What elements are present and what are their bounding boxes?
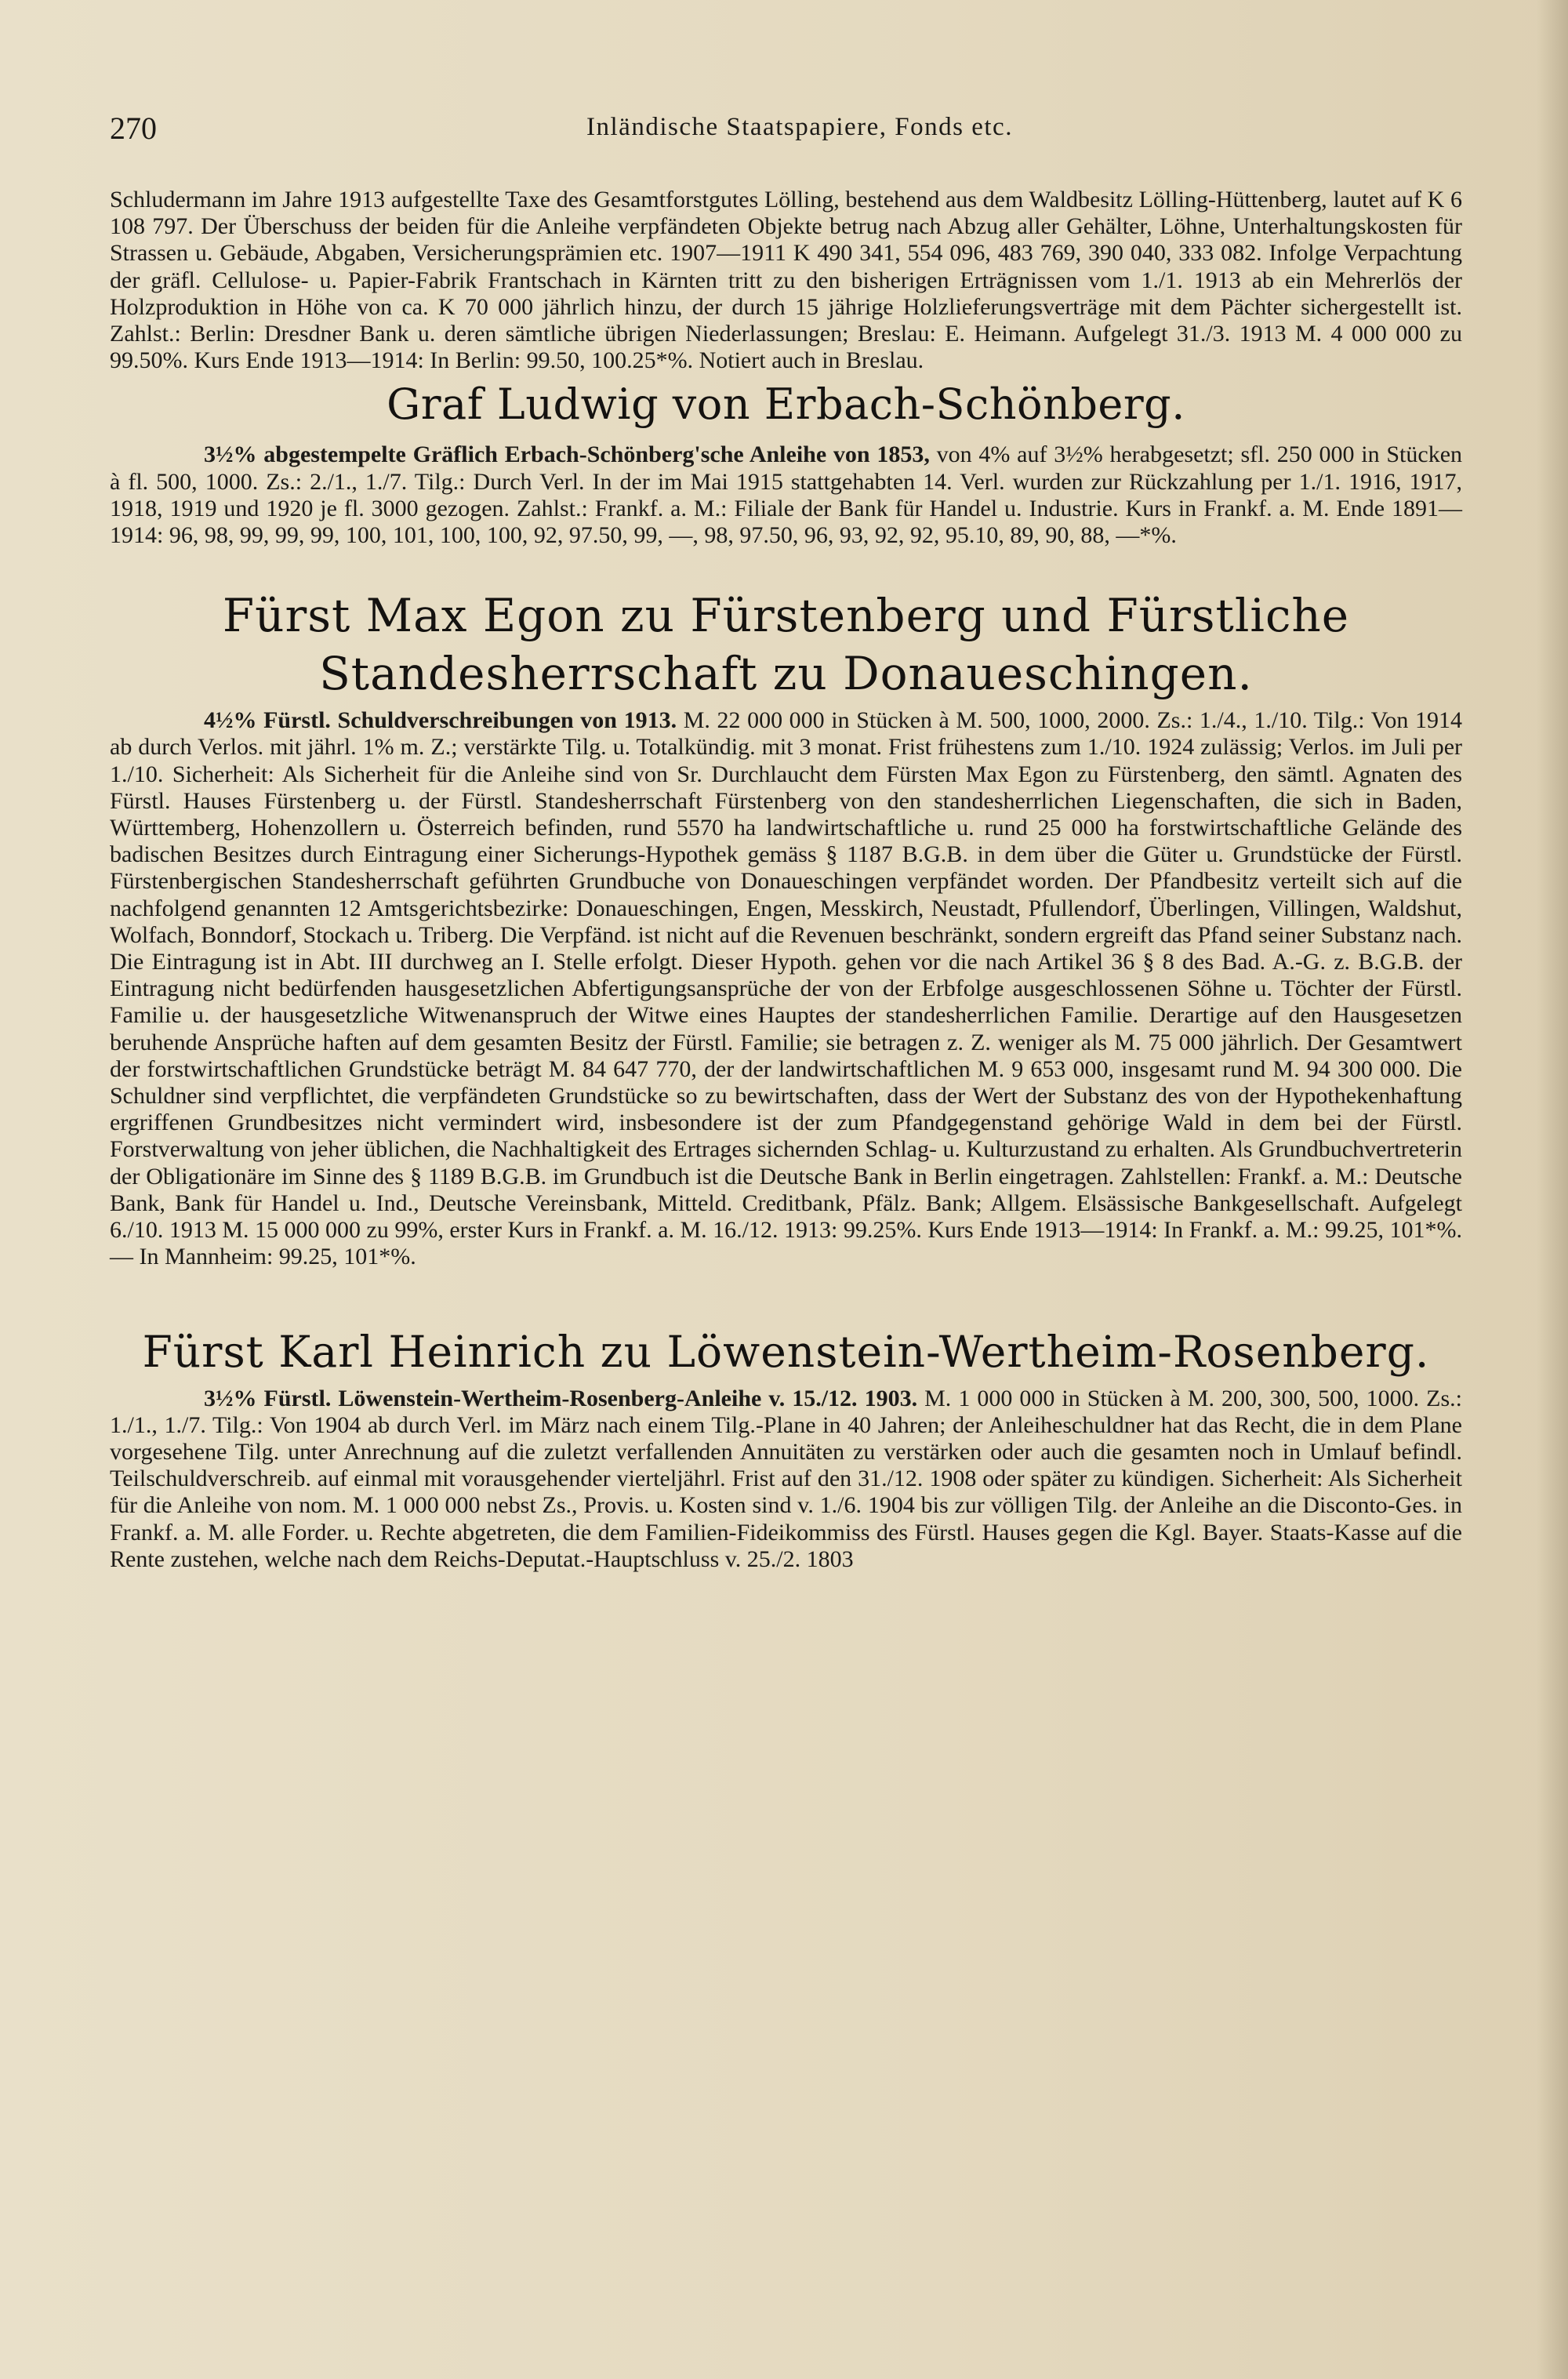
- fuerstenberg-heading: Fürst Max Egon zu Fürstenberg und Fürstliche Standesherrschaft zu Donaueschingen.: [222, 589, 1350, 701]
- running-head: [110, 110, 1458, 149]
- intro-paragraph: Schludermann im Jahre 1913 aufgestellte Taxe des Gesamtforstgutes Lölling, bestehend aus dem Waldbesitz Lölling-Hüttenberg, lautet auf K 6 108 797. Der Überschuss der beiden für die Anleihe verpfändeten Objekte betrug nach Abzug aller Gehälter, Löhne, Unterhaltungskosten für Strassen u. Gebäude, Abgaben, Versicherungsprämien etc. 1907—1911 K 490 341, 554 096, 483 769, 390 040, 333 082. Infolge Verpachtung der gräfl. Cellulose- u. Papier-Fabrik Frantschach in Kärnten tritt zu den bisherigen Erträgnissen vom 1./1. 1913 ab ein Mehrerlös der Holzproduktion in Höhe von ca. K 70 000 jährlich hinzu, der durch 15 jährige Holzlieferungsverträge mit dem Pächter sichergestellt ist. Zahlst.: Berlin: Dresdner Bank u. deren sämtliche übrigen Niederlassungen; Breslau: E. Heimann. Aufgelegt 31./3. 1913 M. 4 000 000 zu 99.50%. Kurs Ende 1913—1914: In Berlin: 99.50, 100.25*%. Notiert auch in Breslau.: [110, 187, 1462, 374]
- loewenstein-lead: 3½% Fürstl. Löwenstein-Wertheim-Rosenberg-Anleihe v. 15./12. 1903.: [204, 1385, 918, 1411]
- fuerstenberg-body: M. 22 000 000 in Stücken à M. 500, 1000, 2000. Zs.: 1./4., 1./10. Tilg.: Von 1914 ab durch Verlos. mit jährl. 1% m. Z.; verstärkte Tilg. u. Totalkündig. mit 3 monat. Frist frühestens zum 1./10. 1924 zulässig; Verlos. im Juli per 1./10. Sicherheit: Als Sicherheit für die Anleihe sind von Sr. Durchlaucht dem Fürsten Max Egon zu Fürstenberg, den sämtl. Agnaten des Fürstl. Hauses Fürstenberg u. der Fürstl. Standesherrschaft Fürstenberg von den standesherrlichen Liegenschaften, die sich in Baden, Württemberg, Hohenzollern u. Österreich befinden, rund 5570 ha landwirtschaftliche u. rund 25 000 ha forstwirtschaftliche Gelände des badischen Besitzes durch Eintragung einer Sicherungs-Hypothek gemäss § 1187 B.G.B. in dem über die Güter u. Grundstücke der Fürstl. Fürstenbergischen Standesherrschaft geführten Grundbuche von Donaueschingen verpfändet worden. Der Pfandbesitz verteilt sich auf die nachfolgend genannten 12 Amtsgerichtsbezirke: Donaueschingen, Engen, Messkirch, Neustadt, Pfullendorf, Überlingen, Villingen, Waldshut, Wolfach, Bonndorf, Stockach u. Triberg. Die Verpfänd. ist nicht auf die Revenuen beschränkt, sondern ergreift das Pfand seiner Substanz nach. Die Eintragung ist in Abt. III durchweg an I. Stelle erfolgt. Dieser Hypoth. gehen vor die nach Artikel 36 § 8 des Bad. A.-G. z. B.G.B. der Eintragung nicht bedürfenden hausgesetzlichen Abfertigungsansprüche der von der Erbfolge ausgeschlossenen Söhne u. Töchter der Fürstl. Familie u. der hausgesetzliche Witwenanspruch der Witwe eines Hauptes der standesherrlichen Familie. Derartige auf den Hausgesetzen beruhende Ansprüche haften auf dem gesamten Besitz der Fürstl. Familie; sie betragen z. Z. weniger als M. 75 000 jährlich. Der Gesamtwert der forstwirtschaftlichen Grundstücke beträgt M. 84 647 770, der der landwirtschaftlichen M. 9 653 000, insgesamt rund M. 94 300 000. Die Schuldner sind verpflichtet, die verpfändeten Grundstücke so zu bewirtschaften, dass der Wert der Substanz des von der Hypothekenhaftung ergriffenen Grundbesitzes nicht vermindert wird, insbesondere ist der zum Pfandgegenstand gehörige Wald in dem bei der Fürstl. Forstverwaltung von jeher üblichen, die Nachhaltigkeit des Ertrages sichernden Schlag- u. Kulturzustand zu erhalten. Als Grundbuchvertreterin der Obligationäre im Sinne des § 1189 B.G.B. im Grundbuch ist die Deutsche Bank in Berlin eingetragen. Zahlstellen: Frankf. a. M.: Deutsche Bank, Bank für Handel u. Ind., Deutsche Vereinsbank, Mitteld. Creditbank, Pfälz. Bank; Allgem. Elsässische Bankgesellschaft. Aufgelegt 6./10. 1913 M. 15 000 000 zu 99%, erster Kurs in Frankf. a. M. 16./12. 1913: 99.25%. Kurs Ende 1913—1914: In Frankf. a. M.: 99.25, 101*%. — In Mannheim: 99.25, 101*%.: [110, 707, 1462, 1270]
- erbach-paragraph: [110, 441, 1462, 549]
- fuerstenberg-paragraph: [110, 707, 1462, 1270]
- page-edge-shadow: [1537, 0, 1568, 2379]
- page-content: [110, 187, 1462, 1573]
- loewenstein-body: M. 1 000 000 in Stücken à M. 200, 300, 500, 1000. Zs.: 1./1., 1./7. Tilg.: Von 1904 ab durch Verl. im März nach einem Tilg.-Plane in 40 Jahren; der Anleiheschuldner hat das Recht, die in dem Plane vorgesehene Tilg. unter Anrechnung auf die zuletzt verfallenden Annuitäten zu verstärken oder auch die gesamten noch in Umlauf befindl. Teilschuldverschreib. auf einmal mit vorausgehender vierteljährl. Frist auf den 31./12. 1908 oder später zu kündigen. Sicherheit: Als Sicherheit für die Anleihe von nom. M. 1 000 000 nebst Zs., Provis. u. Kosten sind v. 1./6. 1904 bis zur völligen Tilg. der Anleihe an die Disconto-Ges. in Frankf. a. M. alle Forder. u. Rechte abgetreten, die dem Familien-Fideikommiss des Fürstl. Hauses gegen die Kgl. Bayer. Staats-Kasse auf die Rente zustehen, welche nach dem Reichs-Deputat.-Hauptschluss v. 25./2. 1803: [110, 1385, 1462, 1572]
- running-title: Inländische Staatspapiere, Fonds etc.: [586, 113, 1013, 141]
- page-number: 270: [110, 111, 157, 146]
- erbach-heading: Graf Ludwig von Erbach-Schönberg.: [387, 380, 1185, 430]
- fuerstenberg-lead: 4½% Fürstl. Schuldverschreibungen von 1913.: [204, 707, 677, 734]
- loewenstein-paragraph: [110, 1386, 1462, 1573]
- loewenstein-heading: Fürst Karl Heinrich zu Löwenstein-Wertheim-Rosenberg.: [142, 1326, 1430, 1377]
- erbach-body: von 4% auf 3½% herabgesetzt; sfl. 250 000 in Stücken à fl. 500, 1000. Zs.: 2./1., 1./7. Tilg.: Durch Verl. In der im Mai 1915 stattgehabten 14. Verl. wurden zur Rückzahlung per 1./1. 1916, 1917, 1918, 1919 und 1920 je fl. 3000 gezogen. Zahlst.: Frankf. a. M.: Filiale der Bank für Handel u. Industrie. Kurs in Frankf. a. M. Ende 1891—1914: 96, 98, 99, 99, 99, 100, 101, 100, 100, 92, 97.50, 99, —, 98, 97.50, 96, 93, 92, 92, 95.10, 89, 90, 88, —*%.: [110, 441, 1463, 549]
- erbach-lead: 3½% abgestempelte Gräflich Erbach-Schönberg'sche Anleihe von 1853,: [204, 441, 930, 468]
